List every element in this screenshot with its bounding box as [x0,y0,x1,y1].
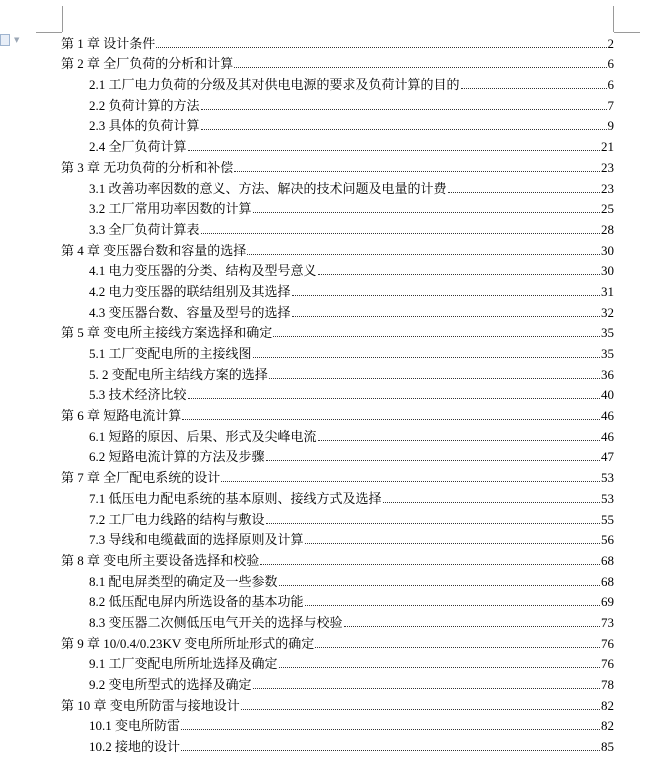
toc-page-number: 40 [601,387,614,403]
chevron-down-icon[interactable]: ▼ [14,36,20,44]
toc-page-number: 23 [601,180,614,196]
toc-chapter-entry[interactable] [61,547,614,568]
toc-section-entry[interactable] [61,361,614,382]
toc-entry-title: 2.3 具体的负荷计算 [89,118,200,134]
toc-dot-leader [305,605,600,606]
toc-dot-leader [279,667,600,668]
toc-section-entry[interactable] [61,278,614,299]
toc-dot-leader [448,192,600,193]
toc-section-entry[interactable] [61,299,614,320]
toc-dot-leader [253,688,600,689]
toc-section-entry[interactable] [61,258,614,279]
toc-page-number: 21 [601,139,614,155]
toc-entry-title: 6.1 短路的原因、后果、形式及尖峰电流 [89,428,317,444]
toc-page-number: 36 [601,366,614,382]
toc-chapter-entry[interactable] [61,630,614,651]
toc-section-entry[interactable] [61,71,614,92]
toc-page-number: 25 [601,201,614,217]
toc-page-number: 23 [601,159,614,175]
toc-dot-leader [181,729,600,730]
toc-dot-leader [201,129,607,130]
toc-entry-title: 第 5 章 变电所主接线方案选择和确定 [61,325,273,341]
toc-page-number: 46 [601,408,614,424]
toc-section-entry[interactable] [61,340,614,361]
toc-section-entry[interactable] [61,113,614,134]
toc-chapter-entry[interactable] [61,237,614,258]
toc-entry-title: 8.1 配电屏类型的确定及一些参数 [89,573,278,589]
toc-section-entry[interactable] [61,92,614,113]
toc-dot-leader [253,212,600,213]
toc-page-number: 68 [601,552,614,568]
toc-dot-leader [266,523,600,524]
toc-dot-leader [234,67,606,68]
toc-entry-title: 第 8 章 变电所主要设备选择和校验 [61,552,260,568]
toc-dot-leader [201,109,607,110]
toc-page-number: 6 [607,56,614,72]
toc-entry-title: 7.1 低压电力配电系统的基本原则、接线方式及选择 [89,490,382,506]
toc-entry-title: 4.2 电力变压器的联结组别及其选择 [89,283,291,299]
toc-section-entry[interactable] [61,423,614,444]
toc-page-number: 68 [601,573,614,589]
toc-chapter-entry[interactable] [61,464,614,485]
toc-entry-title: 第 4 章 变压器台数和容量的选择 [61,242,247,258]
toc-page-number: 6 [607,77,614,93]
toc-dot-leader [188,150,600,151]
toc-entry-title: 第 7 章 全厂配电系统的设计 [61,470,221,486]
toc-entry-title: 7.2 工厂电力线路的结构与敷设 [89,511,265,527]
toc-dot-leader [344,626,600,627]
toc-page-number: 47 [601,449,614,465]
toc-section-entry[interactable] [61,506,614,527]
toc-page-number: 9 [607,118,614,134]
toc-page-number: 76 [601,635,614,651]
toc-page-number: 35 [601,325,614,341]
toc-dot-leader [182,419,600,420]
toc-entry-title: 2.1 工厂电力负荷的分级及其对供电电源的要求及负荷计算的目的 [89,77,460,93]
toc-section-entry[interactable] [61,133,614,154]
toc-entry-title: 4.3 变压器台数、容量及型号的选择 [89,304,291,320]
toc-page-number: 85 [601,739,614,755]
margin-corner-mark-top-right [613,6,614,32]
toc-page-number: 53 [601,470,614,486]
toc-dot-leader [260,564,600,565]
toc-entry-title: 第 9 章 10/0.4/0.23KV 变电所所址形式的确定 [61,635,315,651]
paragraph-options-icon[interactable] [0,34,10,46]
toc-entry-title: 3.3 全厂负荷计算表 [89,221,200,237]
toc-dot-leader [234,171,600,172]
toc-section-entry[interactable] [61,485,614,506]
toc-section-entry[interactable] [61,651,614,672]
toc-page-number: 76 [601,656,614,672]
toc-entry-title: 5. 2 变配电所主结线方案的选择 [89,366,268,382]
toc-dot-leader [269,378,600,379]
toc-page-number: 69 [601,594,614,610]
toc-dot-leader [305,543,600,544]
toc-chapter-entry[interactable] [61,154,614,175]
toc-dot-leader [383,502,600,503]
toc-entry-title: 10.1 变电所防雷 [89,718,181,734]
margin-corner-mark-top-right-horizontal [614,32,640,33]
toc-section-entry[interactable] [61,216,614,237]
toc-page-number: 30 [601,242,614,258]
toc-page-number: 82 [601,697,614,713]
toc-entry-title: 5.3 技术经济比较 [89,387,187,403]
toc-chapter-entry[interactable] [61,320,614,341]
toc-entry-title: 9.1 工厂变配电所所址选择及确定 [89,656,278,672]
toc-page-number: 2 [607,35,614,51]
toc-page-number: 32 [601,304,614,320]
toc-dot-leader [156,47,606,48]
toc-dot-leader [273,336,600,337]
toc-section-entry[interactable] [61,196,614,217]
margin-corner-mark-top-left [62,6,63,32]
toc-chapter-entry[interactable] [61,30,614,51]
toc-section-entry[interactable] [61,444,614,465]
toc-page-number: 46 [601,428,614,444]
toc-page-number: 53 [601,490,614,506]
toc-entry-title: 10.2 接地的设计 [89,739,181,755]
toc-dot-leader [241,709,600,710]
toc-entry-title: 4.1 电力变压器的分类、结构及型号意义 [89,263,317,279]
toc-dot-leader [201,233,600,234]
toc-page-number: 82 [601,718,614,734]
toc-section-entry[interactable] [61,671,614,692]
toc-entry-title: 3.1 改善功率因数的意义、方法、解决的技术问题及电量的计费 [89,180,447,196]
toc-entry-title: 8.2 低压配电屏内所选设备的基本功能 [89,594,304,610]
toc-dot-leader [247,254,600,255]
toc-entry-title: 6.2 短路电流计算的方法及步骤 [89,449,265,465]
toc-page-number: 78 [601,677,614,692]
toc-dot-leader [315,647,600,648]
toc-entry-title: 8.3 变压器二次侧低压电气开关的选择与校验 [89,614,343,630]
toc-section-entry[interactable] [61,175,614,196]
toc-entry-title: 第 2 章 全厂负荷的分析和计算 [61,56,234,72]
toc-page-number: 7 [607,97,614,113]
toc-section-entry[interactable] [61,713,614,734]
toc-entry-title: 7.3 导线和电缆截面的选择原则及计算 [89,532,304,548]
toc-dot-leader [279,585,600,586]
toc-entry-title: 第 1 章 设计条件 [61,35,156,51]
toc-page-number: 30 [601,263,614,279]
toc-chapter-entry[interactable] [61,51,614,72]
toc-entry-title: 9.2 变电所型式的选择及确定 [89,677,252,692]
toc-dot-leader [292,295,600,296]
toc-section-entry[interactable] [61,382,614,403]
toc-page-number: 28 [601,221,614,237]
toc-section-entry[interactable] [61,527,614,548]
toc-entry-title: 3.2 工厂常用功率因数的计算 [89,201,252,217]
toc-section-entry[interactable] [61,609,614,630]
table-of-contents [61,30,614,754]
toc-page-number: 73 [601,614,614,630]
toc-entry-title: 第 6 章 短路电流计算 [61,408,182,424]
toc-dot-leader [253,357,600,358]
toc-dot-leader [181,750,600,751]
toc-page-number: 55 [601,511,614,527]
toc-dot-leader [461,88,607,89]
toc-dot-leader [188,398,600,399]
toc-chapter-entry[interactable] [61,692,614,713]
toc-entry-title: 5.1 工厂变配电所的主接线图 [89,346,252,361]
toc-chapter-entry[interactable] [61,402,614,423]
toc-dot-leader [318,274,600,275]
toc-dot-leader [221,481,600,482]
toc-entry-title: 2.4 全厂负荷计算 [89,139,187,155]
margin-corner-mark-top-left-horizontal [36,32,62,33]
toc-page-number: 35 [601,346,614,361]
toc-entry-title: 第 3 章 无功负荷的分析和补偿 [61,159,234,175]
toc-dot-leader [318,440,600,441]
toc-page-number: 31 [601,283,614,299]
toc-entry-title: 第 10 章 变电所防雷与接地设计 [61,697,240,713]
toc-section-entry[interactable] [61,589,614,610]
toc-section-entry[interactable] [61,568,614,589]
toc-page-number: 56 [601,532,614,548]
toc-entry-title: 2.2 负荷计算的方法 [89,97,200,113]
toc-dot-leader [292,316,600,317]
toc-dot-leader [266,460,600,461]
toc-section-entry[interactable] [61,733,614,754]
